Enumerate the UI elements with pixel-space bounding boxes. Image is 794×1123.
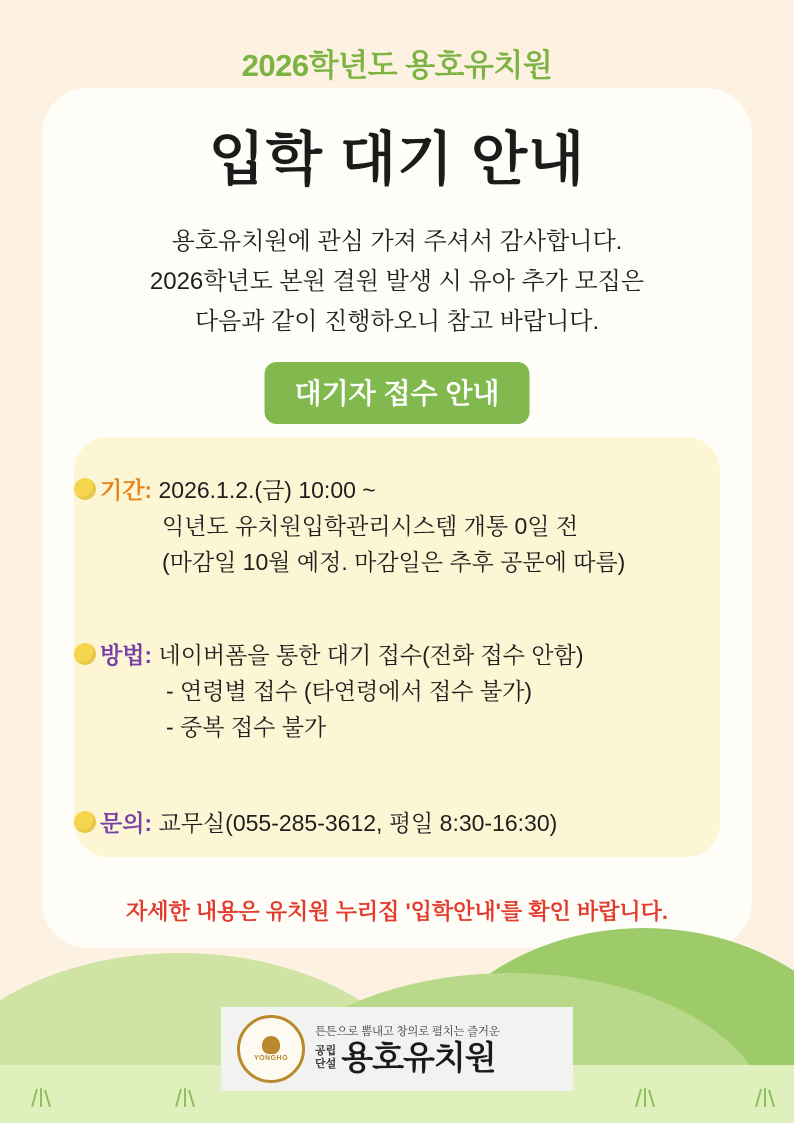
entry-period-sub-2: (마감일 10월 예정. 마감일은 추후 공문에 따름) xyxy=(162,549,626,575)
kindergarten-logo xyxy=(221,1007,573,1091)
logo-figure-shape xyxy=(262,1036,280,1054)
grass-tuft-icon xyxy=(172,1087,198,1107)
logo-emblem-icon xyxy=(237,1015,305,1083)
grass-tuft-icon xyxy=(632,1087,658,1107)
bullet-dot-icon xyxy=(74,478,96,500)
entry-contact xyxy=(100,805,720,841)
poster-eyebrow-title: 2026학년도 용호유치원 xyxy=(241,48,553,83)
intro-paragraph xyxy=(0,222,794,342)
logo-name-row xyxy=(315,1041,500,1075)
logo-emblem-text: YONGHO xyxy=(253,1055,289,1062)
entry-method xyxy=(100,637,720,745)
logo-slogan: 튼튼으로 뽐내고 창의로 펼치는 즐거운 xyxy=(315,1026,500,1038)
page-title: 입학 대기 안내 xyxy=(208,127,586,192)
logo-name: 용호유치원 xyxy=(341,1039,496,1076)
entry-method-main xyxy=(100,637,720,673)
intro-line-1: 용호유치원에 관심 가져 주셔서 감사합니다. xyxy=(171,228,623,255)
bullet-dot-icon xyxy=(74,811,96,833)
entry-period xyxy=(100,472,720,580)
logo-badge-line-2: 단설 xyxy=(315,1058,337,1070)
entry-method-sub-1: - 연령별 접수 (타연령에서 접수 불가) xyxy=(166,678,532,704)
logo-badge-line-1: 공립 xyxy=(315,1045,337,1057)
entry-period-sub-1: 익년도 유치원입학관리시스템 개통 0일 전 xyxy=(162,513,579,539)
intro-line-3: 다음과 같이 진행하오니 참고 바랍니다. xyxy=(194,308,600,335)
bullet-dot-icon xyxy=(74,643,96,665)
footer-note: 자세한 내용은 유치원 누리집 '입학안내'를 확인 바랍니다. xyxy=(125,899,669,924)
entry-period-value: 2026.1.2.(금) 10:00 ~ xyxy=(158,477,376,503)
section-badge: 대기자 접수 안내 xyxy=(265,362,530,424)
entry-method-sub-2: - 중복 접수 불가 xyxy=(166,714,327,740)
logo-badge xyxy=(315,1045,336,1071)
grass-tuft-icon xyxy=(752,1087,778,1107)
entry-contact-main xyxy=(100,805,720,841)
grass-tuft-icon xyxy=(28,1087,54,1107)
entry-period-label: 기간: xyxy=(100,477,153,503)
logo-text-group xyxy=(315,1023,500,1075)
entry-method-value: 네이버폼을 통한 대기 접수(전화 접수 안함) xyxy=(158,642,584,668)
entry-contact-value: 교무실(055-285-3612, 평일 8:30-16:30) xyxy=(158,810,558,836)
entry-contact-label: 문의: xyxy=(100,810,153,836)
entry-period-main xyxy=(100,472,720,508)
intro-line-2: 2026학년도 본원 결원 발생 시 유아 추가 모집은 xyxy=(149,268,645,295)
entry-method-label: 방법: xyxy=(100,642,153,668)
